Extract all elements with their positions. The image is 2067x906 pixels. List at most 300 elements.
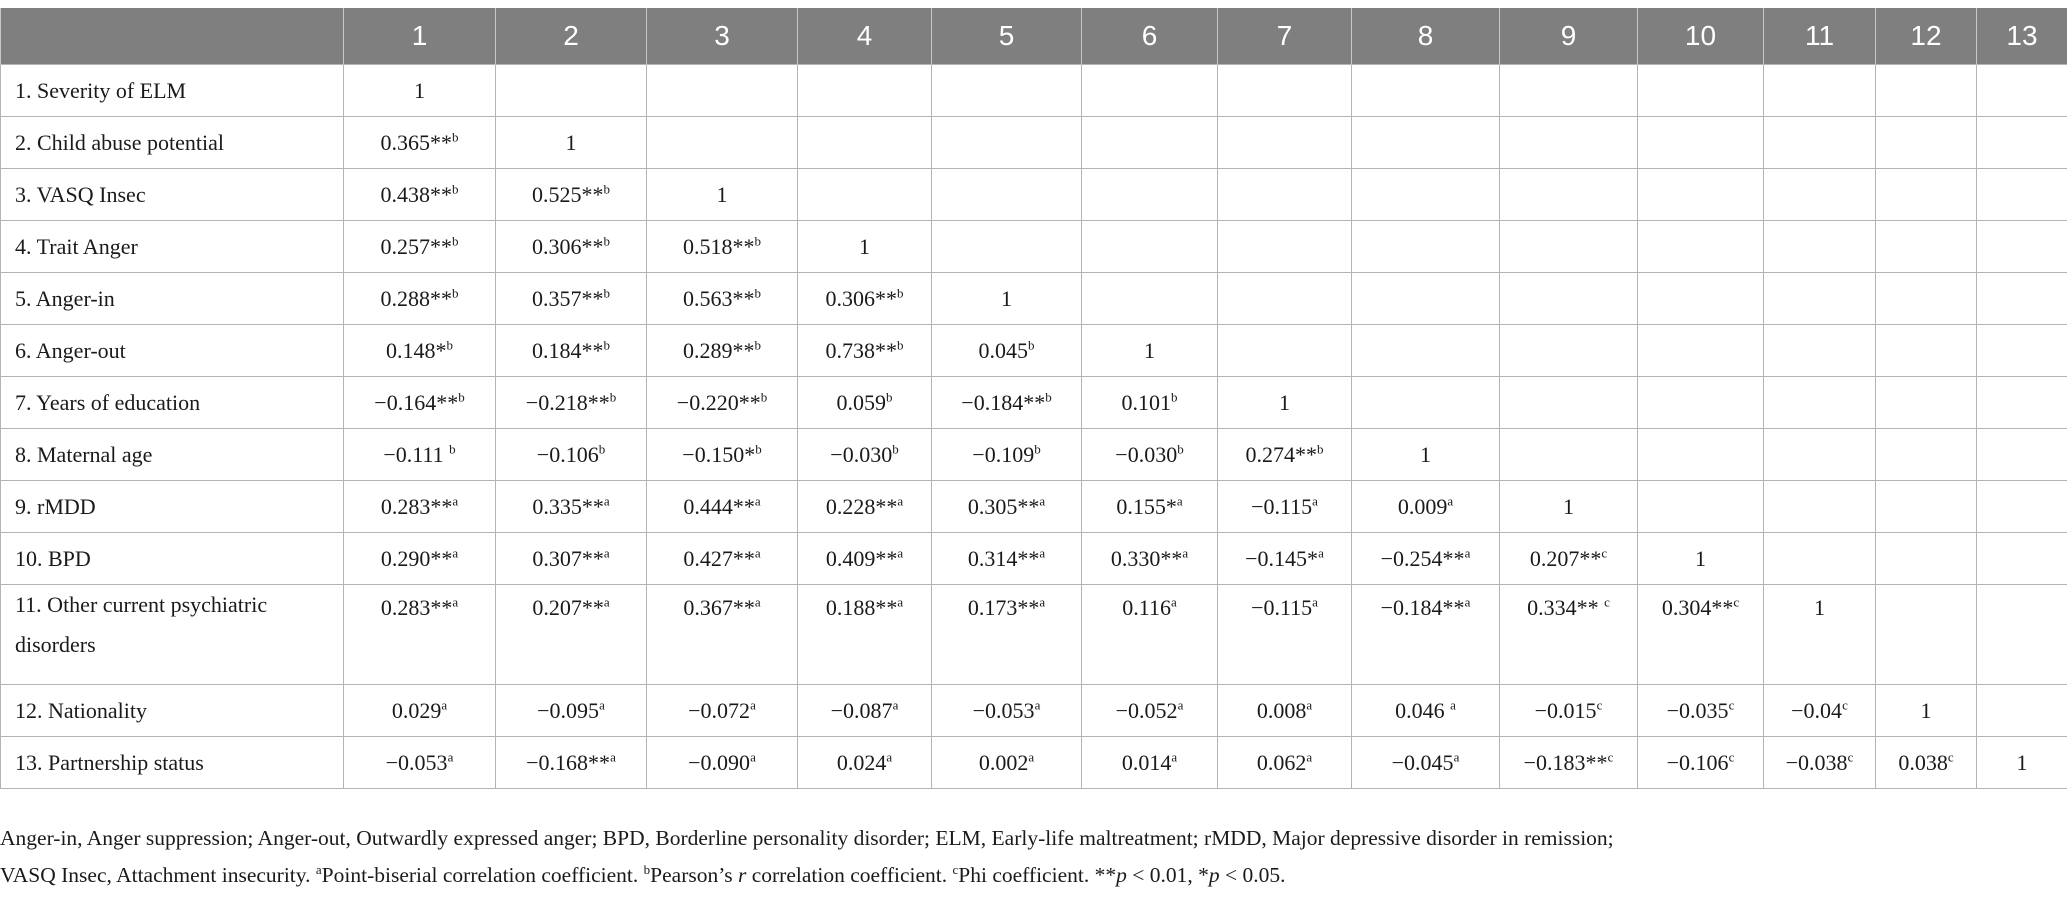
correlation-cell bbox=[1876, 481, 1977, 533]
correlation-value: −0.015 bbox=[1534, 697, 1597, 723]
correlation-cell bbox=[1638, 65, 1764, 117]
correlation-cell bbox=[1638, 585, 1764, 685]
row-label: 6. Anger-out bbox=[1, 325, 344, 377]
correlation-value: 0.314** bbox=[967, 545, 1040, 571]
correlation-value: 0.306** bbox=[825, 285, 897, 311]
correlation-table-container bbox=[0, 8, 2067, 789]
correlation-cell bbox=[1082, 325, 1218, 377]
coefficient-type-superscript: b bbox=[754, 285, 761, 301]
correlation-cell bbox=[1218, 325, 1352, 377]
correlation-value: −0.106 bbox=[1666, 749, 1729, 775]
correlation-cell bbox=[1638, 377, 1764, 429]
correlation-cell bbox=[1876, 585, 1977, 685]
table-row bbox=[1, 585, 2067, 685]
correlation-value: −0.145* bbox=[1245, 545, 1319, 571]
coefficient-type-superscript: a bbox=[886, 749, 893, 765]
row-label: 1. Severity of ELM bbox=[1, 65, 344, 117]
correlation-value: −0.111 bbox=[383, 441, 450, 467]
correlation-cell bbox=[1500, 325, 1638, 377]
correlation-cell bbox=[1977, 117, 2067, 169]
coefficient-type-superscript: a bbox=[1318, 545, 1324, 561]
coefficient-type-superscript: b bbox=[897, 337, 904, 353]
correlation-cell bbox=[496, 533, 647, 585]
correlation-value: −0.045 bbox=[1391, 749, 1454, 775]
table-row bbox=[1, 429, 2067, 481]
correlation-cell bbox=[496, 685, 647, 737]
correlation-cell bbox=[798, 169, 932, 221]
footnote-text: < 0.01, * bbox=[1126, 863, 1209, 887]
coefficient-type-superscript: b bbox=[452, 233, 459, 249]
coefficient-type-superscript: c bbox=[1607, 749, 1614, 765]
correlation-cell bbox=[1352, 117, 1500, 169]
correlation-value: −0.087 bbox=[830, 697, 893, 723]
coefficient-type-superscript: a bbox=[599, 697, 605, 713]
correlation-cell bbox=[1352, 273, 1500, 325]
coefficient-type-superscript: b bbox=[760, 389, 768, 405]
correlation-cell bbox=[647, 377, 798, 429]
coefficient-type-superscript: b bbox=[603, 181, 610, 197]
correlation-cell bbox=[798, 221, 932, 273]
correlation-value: 1 bbox=[716, 181, 728, 207]
correlation-cell bbox=[1876, 429, 1977, 481]
correlation-cell bbox=[496, 481, 647, 533]
correlation-cell bbox=[1764, 377, 1876, 429]
correlation-cell bbox=[1082, 585, 1218, 685]
coefficient-type-superscript: a bbox=[441, 697, 448, 713]
coefficient-type-superscript: b bbox=[1177, 441, 1184, 457]
correlation-cell bbox=[1218, 429, 1352, 481]
row-label: 5. Anger-in bbox=[1, 273, 344, 325]
correlation-value: 1 bbox=[1695, 545, 1706, 571]
correlation-cell bbox=[1977, 221, 2067, 273]
correlation-cell bbox=[496, 117, 647, 169]
correlation-cell bbox=[1977, 273, 2067, 325]
correlation-value: 0.228** bbox=[825, 493, 898, 519]
correlation-value: 0.525** bbox=[532, 181, 604, 207]
correlation-cell bbox=[1876, 737, 1977, 789]
correlation-cell bbox=[1082, 273, 1218, 325]
footnote-coefficients-line bbox=[0, 857, 2060, 894]
correlation-cell bbox=[1977, 429, 2067, 481]
correlation-value: 0.101 bbox=[1121, 389, 1171, 415]
coefficient-type-superscript: c bbox=[1847, 749, 1854, 765]
correlation-value: 0.290** bbox=[380, 545, 453, 571]
coefficient-type-superscript: c bbox=[1728, 697, 1735, 713]
correlation-value: 1 bbox=[1420, 441, 1431, 467]
correlation-value: 0.184** bbox=[532, 337, 604, 363]
correlation-cell bbox=[647, 325, 798, 377]
correlation-cell bbox=[496, 273, 647, 325]
coefficient-type-superscript: b bbox=[603, 285, 610, 301]
correlation-cell bbox=[798, 377, 932, 429]
correlation-cell bbox=[344, 429, 496, 481]
correlation-cell bbox=[932, 169, 1082, 221]
correlation-cell bbox=[932, 585, 1082, 685]
coefficient-type-superscript: c bbox=[1728, 749, 1735, 765]
coefficient-type-superscript: b bbox=[1317, 441, 1324, 457]
row-label: 9. rMDD bbox=[1, 481, 344, 533]
correlation-cell bbox=[1218, 65, 1352, 117]
coefficient-type-superscript: b bbox=[886, 389, 893, 405]
coefficient-type-superscript: a bbox=[897, 493, 904, 509]
column-header: 13 bbox=[1977, 8, 2067, 65]
coefficient-type-superscript: b bbox=[1034, 441, 1041, 457]
correlation-cell bbox=[932, 325, 1082, 377]
correlation-value: 0.008 bbox=[1256, 697, 1307, 723]
coefficient-type-superscript: a bbox=[452, 493, 459, 509]
table-row bbox=[1, 325, 2067, 377]
correlation-cell bbox=[1977, 169, 2067, 221]
correlation-cell bbox=[1082, 685, 1218, 737]
coefficient-type-superscript: b bbox=[754, 337, 761, 353]
table-row bbox=[1, 221, 2067, 273]
correlation-value: 0.014 bbox=[1121, 749, 1172, 775]
correlation-cell bbox=[1500, 273, 1638, 325]
correlation-value: −0.106 bbox=[536, 441, 599, 467]
correlation-cell bbox=[1764, 481, 1876, 533]
correlation-value: −0.150* bbox=[682, 441, 756, 467]
correlation-cell bbox=[1764, 65, 1876, 117]
correlation-cell bbox=[1218, 169, 1352, 221]
correlation-value: 1 bbox=[1279, 389, 1290, 415]
correlation-cell bbox=[932, 377, 1082, 429]
coefficient-type-superscript: a bbox=[1306, 749, 1313, 765]
correlation-value: 1 bbox=[1814, 595, 1825, 620]
correlation-value: 1 bbox=[859, 233, 870, 259]
correlation-cell bbox=[932, 65, 1082, 117]
coefficient-type-superscript: a bbox=[1306, 697, 1313, 713]
correlation-cell bbox=[1352, 325, 1500, 377]
correlation-value: 0.289** bbox=[683, 337, 755, 363]
coefficient-type-superscript: b bbox=[1171, 389, 1178, 405]
correlation-value: 0.062 bbox=[1256, 749, 1307, 775]
correlation-cell bbox=[1764, 169, 1876, 221]
correlation-cell bbox=[1352, 169, 1500, 221]
correlation-cell bbox=[1977, 533, 2067, 585]
correlation-value: 0.024 bbox=[836, 749, 887, 775]
correlation-value: 1 bbox=[2016, 749, 2028, 775]
coefficient-type-superscript: a bbox=[1028, 749, 1035, 765]
correlation-value: 0.283** bbox=[380, 493, 453, 519]
correlation-cell bbox=[496, 737, 647, 789]
column-header: 4 bbox=[798, 8, 932, 65]
coefficient-type-superscript: a bbox=[750, 697, 756, 713]
correlation-value: 0.365** bbox=[380, 129, 452, 155]
table-row bbox=[1, 685, 2067, 737]
correlation-value: 0.257** bbox=[380, 233, 452, 259]
correlation-value: −0.030 bbox=[830, 441, 893, 467]
correlation-value: −0.095 bbox=[537, 697, 600, 723]
table-footnote bbox=[0, 820, 2060, 894]
correlation-cell bbox=[1500, 221, 1638, 273]
column-header: 1 bbox=[344, 8, 496, 65]
correlation-cell bbox=[1764, 585, 1876, 685]
correlation-cell bbox=[1638, 117, 1764, 169]
correlation-cell bbox=[1352, 481, 1500, 533]
correlation-cell bbox=[344, 273, 496, 325]
coefficient-type-superscript: a bbox=[1464, 545, 1471, 561]
coefficient-type-superscript: c bbox=[1604, 594, 1610, 610]
correlation-cell bbox=[1500, 585, 1638, 685]
correlation-cell bbox=[647, 481, 798, 533]
correlation-value: 1 bbox=[1563, 493, 1574, 519]
correlation-value: 0.367** bbox=[683, 595, 755, 620]
correlation-cell bbox=[798, 737, 932, 789]
coefficient-type-superscript: a bbox=[1171, 749, 1178, 765]
correlation-cell bbox=[1977, 325, 2067, 377]
correlation-value: 0.357** bbox=[532, 285, 604, 311]
correlation-cell bbox=[1977, 585, 2067, 685]
coefficient-type-superscript: a bbox=[1464, 594, 1471, 610]
correlation-cell bbox=[1977, 65, 2067, 117]
coefficient-type-superscript: b bbox=[755, 441, 762, 457]
correlation-value: −0.072 bbox=[688, 697, 751, 723]
correlation-cell bbox=[932, 737, 1082, 789]
column-header: 11 bbox=[1764, 8, 1876, 65]
correlation-cell bbox=[1764, 533, 1876, 585]
correlation-cell bbox=[647, 221, 798, 273]
correlation-cell bbox=[647, 429, 798, 481]
correlation-value: 0.207** bbox=[1529, 545, 1602, 571]
coefficient-type-superscript: a bbox=[897, 594, 904, 610]
coefficient-type-superscript: a bbox=[1182, 545, 1189, 561]
correlation-cell bbox=[1764, 685, 1876, 737]
correlation-value: 0.002 bbox=[978, 749, 1029, 775]
coefficient-type-superscript: a bbox=[1312, 594, 1318, 610]
correlation-cell bbox=[344, 377, 496, 429]
correlation-value: 0.173** bbox=[967, 595, 1040, 620]
correlation-table bbox=[0, 8, 2067, 789]
correlation-value: 0.116 bbox=[1122, 595, 1171, 620]
coefficient-type-superscript: a bbox=[754, 493, 761, 509]
correlation-cell bbox=[1977, 377, 2067, 429]
coefficient-type-superscript: a bbox=[1039, 545, 1046, 561]
correlation-cell bbox=[932, 273, 1082, 325]
correlation-cell bbox=[647, 685, 798, 737]
correlation-cell bbox=[932, 685, 1082, 737]
correlation-cell bbox=[1218, 737, 1352, 789]
correlation-value: −0.115 bbox=[1251, 493, 1313, 519]
table-body bbox=[1, 65, 2067, 789]
correlation-cell bbox=[647, 585, 798, 685]
correlation-cell bbox=[1218, 533, 1352, 585]
row-label: 3. VASQ Insec bbox=[1, 169, 344, 221]
coefficient-type-superscript: b bbox=[452, 285, 459, 301]
table-row bbox=[1, 377, 2067, 429]
correlation-cell bbox=[1218, 117, 1352, 169]
footnote-text: Pearson’s bbox=[650, 863, 738, 887]
correlation-value: −0.053 bbox=[385, 749, 448, 775]
correlation-cell bbox=[1876, 169, 1977, 221]
header-corner-cell bbox=[1, 8, 344, 65]
correlation-cell bbox=[344, 169, 496, 221]
correlation-cell bbox=[1082, 429, 1218, 481]
correlation-value: 1 bbox=[1001, 285, 1012, 311]
coefficient-type-superscript: b bbox=[754, 233, 761, 249]
correlation-cell bbox=[798, 481, 932, 533]
correlation-cell bbox=[647, 273, 798, 325]
coefficient-type-superscript: a bbox=[750, 749, 756, 765]
footnote-text: VASQ Insec, Attachment insecurity. bbox=[0, 863, 316, 887]
footnote-superscript: b bbox=[643, 861, 651, 877]
correlation-value: −0.164** bbox=[374, 389, 459, 415]
correlation-value: 0.409** bbox=[825, 545, 898, 571]
correlation-value: −0.053 bbox=[972, 697, 1035, 723]
coefficient-type-superscript: a bbox=[1039, 594, 1046, 610]
correlation-cell bbox=[798, 585, 932, 685]
correlation-cell bbox=[1082, 65, 1218, 117]
column-header: 10 bbox=[1638, 8, 1764, 65]
correlation-value: 0.334** bbox=[1527, 595, 1605, 620]
correlation-value: 0.288** bbox=[380, 285, 452, 311]
correlation-cell bbox=[932, 481, 1082, 533]
coefficient-type-superscript: b bbox=[1028, 337, 1035, 353]
coefficient-type-superscript: b bbox=[1045, 389, 1052, 405]
correlation-cell bbox=[1638, 273, 1764, 325]
correlation-value: 0.330** bbox=[1110, 545, 1183, 571]
correlation-cell bbox=[1876, 221, 1977, 273]
correlation-value: 1 bbox=[565, 129, 577, 155]
coefficient-type-superscript: c bbox=[1601, 545, 1608, 561]
correlation-value: −0.04 bbox=[1791, 697, 1843, 723]
correlation-cell bbox=[1352, 377, 1500, 429]
coefficient-type-superscript: c bbox=[1596, 697, 1603, 713]
coefficient-type-superscript: b bbox=[452, 129, 459, 145]
column-header: 3 bbox=[647, 8, 798, 65]
correlation-cell bbox=[1764, 221, 1876, 273]
coefficient-type-superscript: a bbox=[892, 697, 899, 713]
coefficient-type-superscript: b bbox=[452, 181, 459, 197]
correlation-cell bbox=[344, 117, 496, 169]
correlation-value: −0.115 bbox=[1251, 595, 1313, 620]
correlation-cell bbox=[1082, 169, 1218, 221]
correlation-cell bbox=[647, 117, 798, 169]
correlation-cell bbox=[1082, 737, 1218, 789]
correlation-cell bbox=[798, 429, 932, 481]
correlation-value: 0.188** bbox=[825, 595, 898, 620]
correlation-value: −0.090 bbox=[688, 749, 751, 775]
coefficient-type-superscript: a bbox=[603, 594, 610, 610]
correlation-cell bbox=[344, 737, 496, 789]
correlation-value: 0.148* bbox=[386, 337, 447, 363]
correlation-value: 0.306** bbox=[532, 233, 604, 259]
correlation-cell bbox=[1500, 533, 1638, 585]
correlation-cell bbox=[1082, 481, 1218, 533]
correlation-cell bbox=[1218, 585, 1352, 685]
table-row bbox=[1, 169, 2067, 221]
correlation-cell bbox=[1764, 737, 1876, 789]
correlation-cell bbox=[1352, 585, 1500, 685]
coefficient-type-superscript: a bbox=[1450, 697, 1456, 713]
row-label: 7. Years of education bbox=[1, 377, 344, 429]
correlation-value: 0.427** bbox=[683, 545, 755, 571]
correlation-cell bbox=[647, 65, 798, 117]
coefficient-type-superscript: a bbox=[1453, 749, 1460, 765]
coefficient-type-superscript: b bbox=[892, 441, 899, 457]
coefficient-type-superscript: b bbox=[458, 389, 465, 405]
correlation-cell bbox=[1500, 65, 1638, 117]
row-label: 13. Partnership status bbox=[1, 737, 344, 789]
correlation-value: 1 bbox=[414, 77, 425, 103]
correlation-cell bbox=[1638, 325, 1764, 377]
footnote-superscript: c bbox=[952, 861, 959, 877]
row-label: 2. Child abuse potential bbox=[1, 117, 344, 169]
coefficient-type-superscript: a bbox=[452, 545, 459, 561]
correlation-cell bbox=[496, 169, 647, 221]
correlation-cell bbox=[1764, 325, 1876, 377]
correlation-cell bbox=[647, 169, 798, 221]
correlation-cell bbox=[1500, 377, 1638, 429]
correlation-cell bbox=[932, 533, 1082, 585]
coefficient-type-superscript: a bbox=[754, 545, 761, 561]
correlation-value: −0.035 bbox=[1666, 697, 1729, 723]
coefficient-type-superscript: b bbox=[609, 389, 617, 405]
coefficient-type-superscript: c bbox=[1733, 594, 1740, 610]
table-header-row bbox=[1, 8, 2067, 65]
coefficient-type-superscript: b bbox=[449, 441, 456, 457]
correlation-value: 1 bbox=[1144, 337, 1155, 363]
correlation-cell bbox=[496, 221, 647, 273]
column-header: 6 bbox=[1082, 8, 1218, 65]
correlation-cell bbox=[1638, 685, 1764, 737]
correlation-cell bbox=[798, 117, 932, 169]
correlation-value: 0.438** bbox=[380, 181, 452, 207]
correlation-value: 0.038 bbox=[1898, 749, 1948, 775]
correlation-cell bbox=[932, 221, 1082, 273]
correlation-cell bbox=[344, 221, 496, 273]
correlation-value: −0.184** bbox=[961, 389, 1046, 415]
column-header: 9 bbox=[1500, 8, 1638, 65]
correlation-value: 0.283** bbox=[380, 595, 453, 620]
coefficient-type-superscript: a bbox=[603, 545, 610, 561]
coefficient-type-superscript: a bbox=[1176, 493, 1183, 509]
table-row bbox=[1, 65, 2067, 117]
correlation-cell bbox=[1352, 221, 1500, 273]
correlation-cell bbox=[344, 65, 496, 117]
correlation-cell bbox=[1082, 117, 1218, 169]
coefficient-type-superscript: a bbox=[1034, 697, 1041, 713]
correlation-cell bbox=[496, 429, 647, 481]
correlation-value: 0.045 bbox=[978, 337, 1028, 363]
correlation-cell bbox=[1977, 481, 2067, 533]
column-header: 5 bbox=[932, 8, 1082, 65]
correlation-cell bbox=[1638, 737, 1764, 789]
correlation-value: −0.183** bbox=[1523, 749, 1608, 775]
correlation-cell bbox=[344, 481, 496, 533]
correlation-value: −0.052 bbox=[1115, 697, 1178, 723]
correlation-cell bbox=[798, 685, 932, 737]
column-header: 12 bbox=[1876, 8, 1977, 65]
correlation-value: 0.274** bbox=[1245, 441, 1317, 467]
coefficient-type-superscript: a bbox=[754, 594, 761, 610]
coefficient-type-superscript: a bbox=[1039, 493, 1046, 509]
column-header: 2 bbox=[496, 8, 647, 65]
row-label: 11. Other current psychiatric disorders bbox=[1, 585, 344, 685]
correlation-cell bbox=[1876, 533, 1977, 585]
coefficient-type-superscript: b bbox=[446, 337, 453, 353]
correlation-cell bbox=[1352, 65, 1500, 117]
row-label: 12. Nationality bbox=[1, 685, 344, 737]
correlation-cell bbox=[798, 325, 932, 377]
correlation-cell bbox=[496, 65, 647, 117]
correlation-value: −0.168** bbox=[526, 749, 611, 775]
footnote-text: Point-biserial correlation coefficient. bbox=[321, 863, 644, 887]
footnote-italic: p bbox=[1208, 863, 1220, 887]
correlation-cell bbox=[1876, 685, 1977, 737]
correlation-cell bbox=[1764, 273, 1876, 325]
correlation-value: −0.109 bbox=[972, 441, 1035, 467]
correlation-cell bbox=[1500, 117, 1638, 169]
